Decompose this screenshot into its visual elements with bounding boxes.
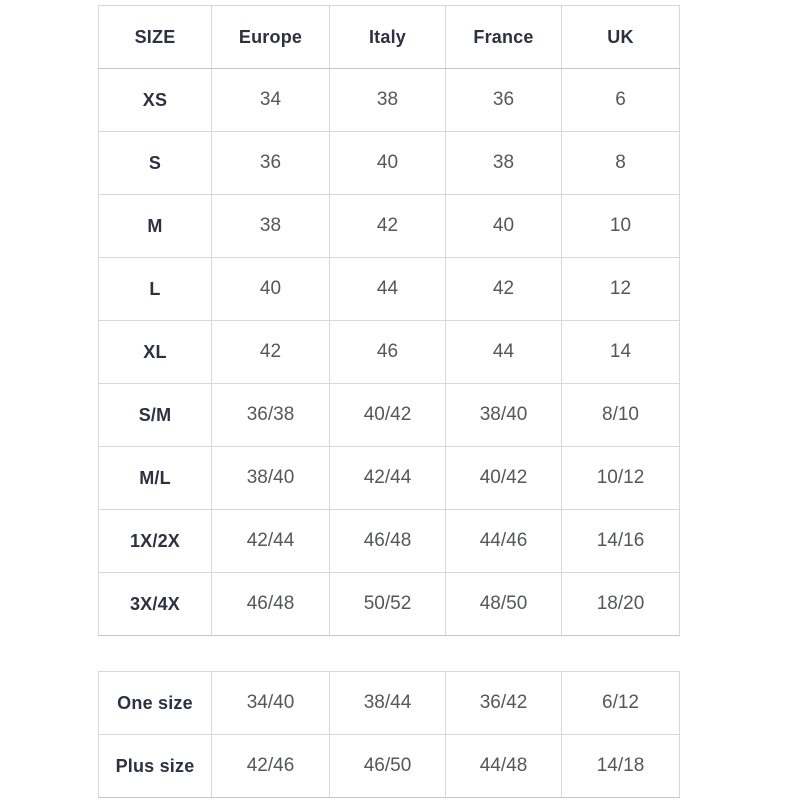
value-cell: 14/18 <box>562 735 680 798</box>
size-label-cell: 3X/4X <box>99 573 212 636</box>
table-row <box>99 69 680 132</box>
value-cell: 14 <box>562 321 680 384</box>
table-row <box>99 195 680 258</box>
value-cell: 34/40 <box>212 672 330 735</box>
column-header-size: SIZE <box>99 6 212 69</box>
size-label-cell: M <box>99 195 212 258</box>
value-cell: 46 <box>330 321 446 384</box>
size-label-cell: L <box>99 258 212 321</box>
table-row <box>99 258 680 321</box>
value-cell: 42 <box>212 321 330 384</box>
column-header-france: France <box>446 6 562 69</box>
table-row <box>99 321 680 384</box>
value-cell: 46/48 <box>212 573 330 636</box>
value-cell: 34 <box>212 69 330 132</box>
size-label-cell: S/M <box>99 384 212 447</box>
value-cell: 36/38 <box>212 384 330 447</box>
column-header-europe: Europe <box>212 6 330 69</box>
value-cell: 8/10 <box>562 384 680 447</box>
value-cell: 36 <box>212 132 330 195</box>
size-label-cell: 1X/2X <box>99 510 212 573</box>
value-cell: 42 <box>330 195 446 258</box>
size-label-cell: One size <box>99 672 212 735</box>
size-label-cell: Plus size <box>99 735 212 798</box>
value-cell: 6 <box>562 69 680 132</box>
value-cell: 10/12 <box>562 447 680 510</box>
table-header-row <box>99 6 680 69</box>
value-cell: 44 <box>446 321 562 384</box>
value-cell: 8 <box>562 132 680 195</box>
value-cell: 48/50 <box>446 573 562 636</box>
value-cell: 36/42 <box>446 672 562 735</box>
table-row <box>99 510 680 573</box>
value-cell: 46/48 <box>330 510 446 573</box>
table-row <box>99 447 680 510</box>
table-row <box>99 573 680 636</box>
table-row <box>99 672 680 735</box>
value-cell: 12 <box>562 258 680 321</box>
value-cell: 38/40 <box>446 384 562 447</box>
value-cell: 42/44 <box>330 447 446 510</box>
value-cell: 38/44 <box>330 672 446 735</box>
value-cell: 14/16 <box>562 510 680 573</box>
value-cell: 38 <box>446 132 562 195</box>
value-cell: 42/46 <box>212 735 330 798</box>
value-cell: 46/50 <box>330 735 446 798</box>
value-cell: 40/42 <box>330 384 446 447</box>
size-label-cell: XL <box>99 321 212 384</box>
table-row <box>99 735 680 798</box>
value-cell: 38 <box>330 69 446 132</box>
value-cell: 42/44 <box>212 510 330 573</box>
size-conversion-table <box>98 5 680 636</box>
value-cell: 10 <box>562 195 680 258</box>
value-cell: 38/40 <box>212 447 330 510</box>
size-label-cell: S <box>99 132 212 195</box>
value-cell: 40 <box>212 258 330 321</box>
size-label-cell: M/L <box>99 447 212 510</box>
table-row <box>99 384 680 447</box>
table-row <box>99 132 680 195</box>
value-cell: 44/46 <box>446 510 562 573</box>
value-cell: 6/12 <box>562 672 680 735</box>
value-cell: 40 <box>330 132 446 195</box>
value-cell: 38 <box>212 195 330 258</box>
value-cell: 42 <box>446 258 562 321</box>
column-header-italy: Italy <box>330 6 446 69</box>
special-sizes-table <box>98 671 680 798</box>
value-cell: 36 <box>446 69 562 132</box>
size-label-cell: XS <box>99 69 212 132</box>
column-header-uk: UK <box>562 6 680 69</box>
value-cell: 40 <box>446 195 562 258</box>
value-cell: 44/48 <box>446 735 562 798</box>
value-cell: 50/52 <box>330 573 446 636</box>
value-cell: 40/42 <box>446 447 562 510</box>
value-cell: 44 <box>330 258 446 321</box>
size-chart-page <box>98 5 679 798</box>
value-cell: 18/20 <box>562 573 680 636</box>
